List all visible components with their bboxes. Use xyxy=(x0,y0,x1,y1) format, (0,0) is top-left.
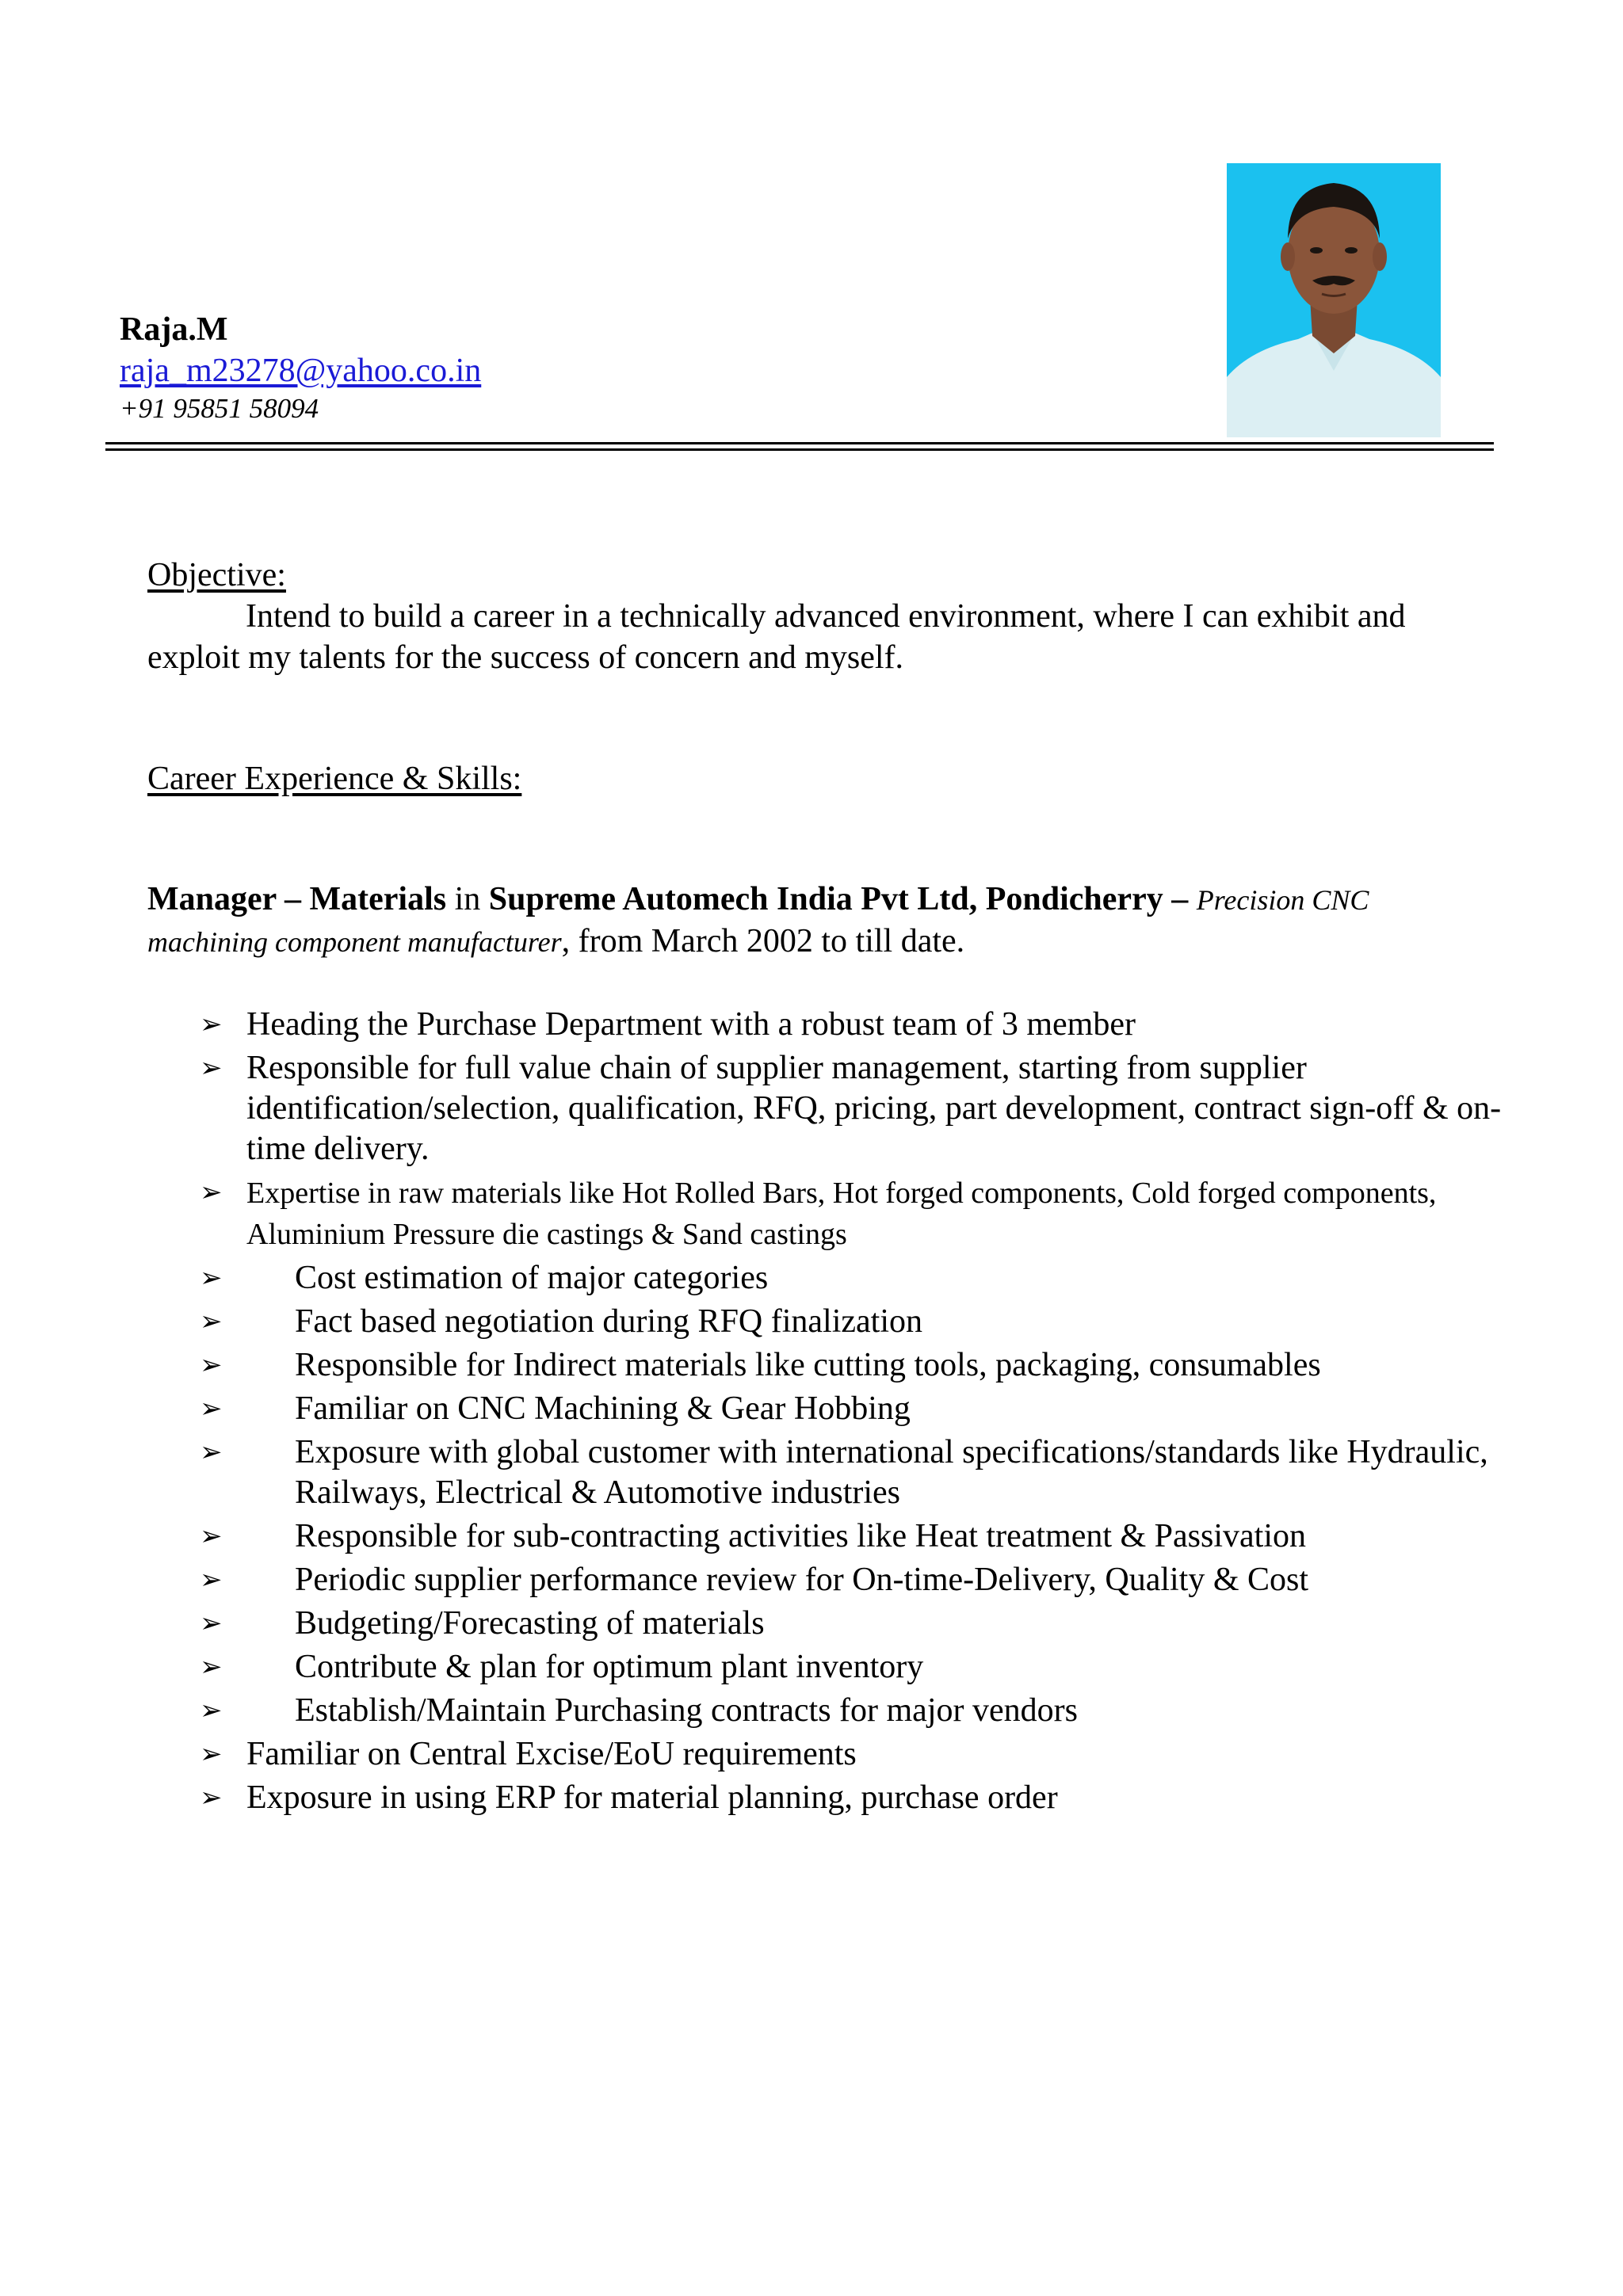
arrow-bullet-icon: ➢ xyxy=(200,1009,223,1040)
arrow-bullet-icon: ➢ xyxy=(200,1349,223,1381)
arrow-bullet-icon: ➢ xyxy=(200,1306,223,1337)
list-item: ➢ Periodic supplier performance review for On-time-Delivery, Quality & Cost xyxy=(147,1560,1510,1600)
email-link[interactable]: raja_m23278@yahoo.co.in xyxy=(120,353,482,389)
list-item: ➢ Responsible for sub-contracting activities like Heat treatment & Passivation xyxy=(147,1516,1510,1557)
responsibility-list xyxy=(147,1005,1510,1821)
list-item: ➢ Familiar on Central Excise/EoU requirements xyxy=(147,1734,1510,1775)
arrow-bullet-icon: ➢ xyxy=(200,1520,223,1552)
list-item: ➢ Cost estimation of major categories xyxy=(147,1258,1510,1299)
list-item: ➢ Exposure in using ERP for material planning, purchase order xyxy=(147,1778,1510,1818)
list-item: ➢ Responsible for full value chain of supplier management, starting from supplier identification/selection, qualification, RFQ, pricing, part development, contract sign-off & on-time delivery. xyxy=(200,1050,1502,1167)
job-title: Manager – Materials xyxy=(147,881,447,917)
arrow-bullet-icon: ➢ xyxy=(200,1262,223,1294)
arrow-bullet-icon: ➢ xyxy=(200,1782,223,1814)
list-item: ➢ Heading the Purchase Department with a robust team of 3 member xyxy=(147,1005,1510,1045)
header-divider-thick xyxy=(105,448,1494,451)
job-connector: in xyxy=(454,881,481,917)
header-divider-thin xyxy=(105,442,1494,444)
list-item: ➢ Responsible for Indirect materials like cutting tools, packaging, consumables xyxy=(147,1345,1510,1386)
list-item: ➢ Fact based negotiation during RFQ finalization xyxy=(147,1302,1510,1342)
arrow-bullet-icon: ➢ xyxy=(200,1436,223,1468)
arrow-bullet-icon: ➢ xyxy=(200,1738,223,1770)
arrow-bullet-icon: ➢ xyxy=(200,1608,223,1639)
list-item: ➢ Familiar on CNC Machining & Gear Hobbing xyxy=(147,1389,1510,1429)
arrow-bullet-icon: ➢ xyxy=(200,1564,223,1596)
objective-text xyxy=(147,596,1495,678)
arrow-bullet-icon: ➢ xyxy=(200,1052,223,1084)
candidate-name: Raja.M xyxy=(120,311,228,348)
phone-number: +91 95851 58094 xyxy=(120,393,319,424)
objective-heading: Objective: xyxy=(147,557,286,593)
arrow-bullet-icon: ➢ xyxy=(200,1393,223,1425)
list-item: ➢ Expertise in raw materials like Hot Rolled Bars, Hot forged components, Cold forged components, Aluminium Pressure die castings & Sand castings xyxy=(147,1173,1510,1255)
profile-photo xyxy=(1227,163,1441,437)
list-item: ➢ Exposure with global customer with international specifications/standards like Hydraulic, Railways, Electrical & Automotive industries xyxy=(200,1434,1488,1511)
job-description: Precision CNC machining component manufacturer xyxy=(147,884,1369,958)
objective-text-body: Intend to build a career in a technically advanced environment, where I can exhibit and exploit my talents for the success of concern and myself. xyxy=(147,598,1406,676)
arrow-bullet-icon: ➢ xyxy=(200,1695,223,1726)
job-period: , from March 2002 to till date. xyxy=(561,923,965,959)
list-item: ➢ Budgeting/Forecasting of materials xyxy=(147,1604,1510,1644)
experience-heading: Career Experience & Skills: xyxy=(147,761,522,797)
arrow-bullet-icon: ➢ xyxy=(200,1651,223,1683)
job-entry xyxy=(147,879,1495,963)
arrow-bullet-icon: ➢ xyxy=(200,1177,223,1208)
job-company: Supreme Automech India Pvt Ltd, Pondicherry – xyxy=(488,881,1189,917)
list-item: ➢ Contribute & plan for optimum plant inventory xyxy=(147,1647,1510,1688)
list-item: ➢ Establish/Maintain Purchasing contracts for major vendors xyxy=(147,1691,1510,1731)
